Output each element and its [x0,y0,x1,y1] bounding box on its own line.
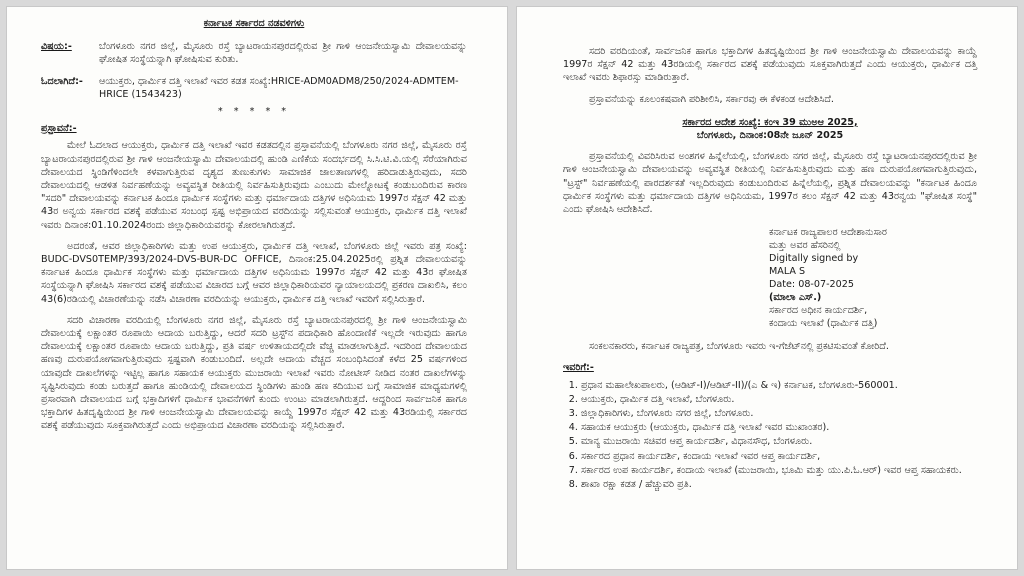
signature-line-governor: ಕರ್ನಾಟಕ ರಾಜ್ಯಪಾಲರ ಆದೇಶಾನುಸಾರ [769,227,888,239]
digital-signature-name: MALA S [769,266,806,278]
digital-signature-label: Digitally signed by [769,253,859,265]
preamble-paragraph-2: ಅದರಂತೆ, ಆವರ ಜಿಲ್ಲಾಧಿಕಾರಿಗಳು ಮತ್ತು ಉಪ ಆಯುಕ್ತರು, ಧಾರ್ಮಿಕ ದತ್ತಿ ಇಲಾಖೆ, ಬೆಂಗಳೂರು ಜಿಲ್ಲೆ ಇವರು ಪತ್ರ ಸಂಖ್ಯೆ: BUDC-DVS0TEMP/393/2024-DVS-BUR-DC OFFICE, ದಿನಾಂಕ:25.04.2025ರಲ್ಲಿ ಪ್ರಶ್ನಿತ ದೇವಾಲಯವನ್ನು ಕರ್ನಾಟಕ ಹಿಂದೂ ಧಾರ್ಮಿಕ ಸಂಸ್ಥೆಗಳು ಮತ್ತು ಧರ್ಮಾದಾಯ ದತ್ತಿಗಳ ಅಧಿನಿಯಮ 1997ರ ಸೆಕ್ಷನ್ 42 ಮತ್ತು 43ರ ಘೋಷಿತ ಸಂಸ್ಥೆಯನ್ನಾಗಿ ಘೋಷಿಸಿ ಸರ್ಕಾರದ ವಶಕ್ಕೆ ಪಡೆಯುವ ವಿಚಾರದ ಬಗ್ಗೆ ಆವರ ಜಿಲ್ಲಾಧಿಕಾರಿಯವರ ನ್ಯಾಯಾಲಯದಲ್ಲಿ ಪ್ರಕರಣ ದಾಖಲಿಸಿ, ಕಲಂ 43(6)ರಡಿಯಲ್ಲಿ ವಿಚಾರಣೆಯನ್ನು ನಡೆಸಿ ವಿಚಾರಣಾ ವರದಿಯನ್ನು ಆಯುಕ್ತರು, ಧಾರ್ಮಿಕ ದತ್ತಿ ಇಲಾಖೆ ಇವರಿಗೆ ಸಲ್ಲಿಸಿರುತ್ತಾರೆ. [41,240,467,305]
list-item: 4. ಸಹಾಯಕ ಆಯುಕ್ತರು (ಆಯುಕ್ತರು, ಧಾರ್ಮಿಕ ದತ್ತಿ ಇಲಾಖೆ ಇವರ ಮುಖಾಂತರ). [581,421,977,434]
reference-row [41,75,467,101]
signatory-name: (ಮಾಲಾ ಎಸ್.) [769,292,822,304]
reference-label: ಓದಲಾಗಿದೆ:- [41,75,83,87]
order-paragraph: ಪ್ರಸ್ತಾವನೆಯಲ್ಲಿ ವಿವರಿಸಿರುವ ಅಂಶಗಳ ಹಿನ್ನೆಲೆಯಲ್ಲಿ, ಬೆಂಗಳೂರು ನಗರ ಜಿಲ್ಲೆ, ಮೈಸೂರು ರಸ್ತೆ ಬ್ಯಾಟರಾಯನಪುರದಲ್ಲಿರುವ ಶ್ರೀ ಗಾಳಿ ಆಂಜನೇಯಸ್ವಾಮಿ ದೇವಾಲಯವನ್ನು ಅವ್ಯವಸ್ಥಿತ ರೀತಿಯಲ್ಲಿ ನಿರ್ವಹಿಸುತ್ತಿರುವುದು ಮತ್ತು ಹಣ ದುರುಪಯೋಗವಾಗುತ್ತಿರುವುದು, "ಟ್ರಸ್ಟ್" ನಿರ್ವಹಣೆಯಲ್ಲಿ ಪಾರದರ್ಶಕತೆ ಇಲ್ಲದಿರುವುದು ಕಂಡುಬಂದಿರುವ ಹಿನ್ನೆಲೆಯಲ್ಲಿ, ಪ್ರಶ್ನಿತ ದೇವಾಲಯವನ್ನು "ಕರ್ನಾಟಕ ಹಿಂದೂ ಧಾರ್ಮಿಕ ಸಂಸ್ಥೆಗಳು ಮತ್ತು ಧರ್ಮಾದಾಯ ದತ್ತಿಗಳ ಅಧಿನಿಯಮ, 1997ರ ಕಲಂ ಸೆಕ್ಷನ್ 42 ಮತ್ತು 43ರನ್ವಯ "ಘೋಷಿತ ಸಂಸ್ಥೆ" ಎಂದು ಘೋಷಿಸಿ ಆದೇಶಿಸಿದೆ. [563,151,977,216]
list-item: 1. ಪ್ರಧಾನ ಮಹಾಲೇಖಪಾಲರು, (ಆಡಿಟ್-I)/ಆಡಿಟ್-II)/(ಎ & ಇ) ಕರ್ನಾಟಕ, ಬೆಂಗಳೂರು-560001. [581,379,977,392]
cc-list [563,379,977,492]
signatory-department: ಕಂದಾಯ ಇಲಾಖೆ (ಧಾರ್ಮಿಕ ದತ್ತಿ) [769,318,878,330]
consideration-paragraph: ಪ್ರಸ್ತಾವನೆಯನ್ನು ಕೂಲಂಕಷವಾಗಿ ಪರಿಶೀಲಿಸಿ, ಸರ್ಕಾರವು ಈ ಕೆಳಕಂಡ ಆದೇಶಿಸಿದೆ. [589,93,834,105]
list-item: 3. ಜಿಲ್ಲಾಧಿಕಾರಿಗಳು, ಬೆಂಗಳೂರು ನಗರ ಜಿಲ್ಲೆ, ಬೆಂಗಳೂರು. [581,407,977,420]
separator-stars: * * * * * [217,106,291,118]
signature-block [769,226,977,330]
list-item: 2. ಆಯುಕ್ತರು, ಧಾರ್ಮಿಕ ದತ್ತಿ ಇಲಾಖೆ, ಬೆಂಗಳೂರು. [581,393,977,406]
subject-text: ಬೆಂಗಳೂರು ನಗರ ಜಿಲ್ಲೆ, ಮೈಸೂರು ರಸ್ತೆ ಬ್ಯಾಟರಾಯನಪುರದಲ್ಲಿರುವ ಶ್ರೀ ಗಾಳಿ ಆಂಜನೇಯಸ್ವಾಮಿ ದೇವಾಲಯವನ್ನು ಘೋಷಿತ ಸಂಸ್ಥೆಯನ್ನಾಗಿ ಘೋಷಿಸುವ ಕುರಿತು. [99,41,467,66]
preamble-label: ಪ್ರಸ್ತಾವನೆ:- [41,123,77,135]
list-item: 7. ಸರ್ಕಾರದ ಉಪ ಕಾರ್ಯದರ್ಶಿ, ಕಂದಾಯ ಇಲಾಖೆ (ಮುಜರಾಯಿ, ಭೂಮಿ ಮತ್ತು ಯು.ಪಿ.ಓ.ಆರ್) ಇವರ ಆಪ್ತ ಸಹಾಯಕರು. [581,464,977,477]
signatory-designation: ಸರ್ಕಾರದ ಅಧೀನ ಕಾರ್ಯದರ್ಶಿ, [769,305,868,317]
cc-label: ಇವರಿಗೆ:- [563,362,594,374]
list-item: 6. ಸರ್ಕಾರದ ಪ್ರಧಾನ ಕಾರ್ಯದರ್ಶಿ, ಕಂದಾಯ ಇಲಾಖೆ ಇವರ ಆಪ್ತ ಕಾರ್ಯದರ್ಶಿ, [581,450,977,463]
list-item: 5. ಮಾನ್ಯ ಮುಜರಾಯಿ ಸಚಿವರ ಆಪ್ತ ಕಾರ್ಯದರ್ಶಿ, ವಿಧಾನಸೌಧ, ಬೆಂಗಳೂರು. [581,435,977,448]
signature-line-name: ಮತ್ತು ಅವರ ಹೆಸರಿನಲ್ಲಿ [769,240,841,252]
document-header: ಕರ್ನಾಟಕ ಸರ್ಕಾರದ ನಡವಳಿಗಳು [203,18,305,29]
preamble-paragraph-3: ಸದರಿ ವಿಚಾರಣಾ ವರದಿಯಲ್ಲಿ ಬೆಂಗಳೂರು ನಗರ ಜಿಲ್ಲೆ, ಮೈಸೂರು ರಸ್ತೆ ಬ್ಯಾಟರಾಯನಪುರದಲ್ಲಿ ಶ್ರೀ ಗಾಳಿ ಆಂಜನೇಯಸ್ವಾಮಿ ದೇವಾಲಯಕ್ಕೆ ಲಕ್ಷಾಂತರ ರೂಪಾಯಿ ಆದಾಯ ಬರುತ್ತಿದ್ದು, ಆದರೆ ಸದರಿ ಟ್ರಸ್ಟ್‌ನ ಪದಾಧಿಕಾರಿ ಹೊಂದಾಣಿಕೆ ಇಲ್ಲದೇ ಇರುವುದು ಹಾಗೂ ದೇವಾಲಯಕ್ಕೆ ಲಕ್ಷಾಂತರ ರೂಪಾಯಿ ಆದಾಯ ಬರುತ್ತಿದ್ದು, ಪ್ರತಿ ವರ್ಷ ಉಳಿತಾಯದಲ್ಲಿದೇ ವೆಚ್ಚ ಮಾಡಲಾಗುತ್ತಿದೆ. ಇದರಿಂದ ದೇವಾಲಯದ ಹಣವು ದುರುಪಯೋಗವಾಗುತ್ತಿರುವುದು ಸ್ಪಷ್ಟವಾಗಿ ಕಂಡುಬಂದಿದೆ. ಅಲ್ಲದೇ ಆದಾಯ ವೆಚ್ಚದ ಸಂಬಂಧಿಸಿದಂತೆ ಕಳೆದ 25 ವರ್ಷಗಳಿಂದ ಯಾವುದೇ ದಾಖಲೆಗಳನ್ನು ಇಟ್ಟಿಲ್ಲ ಹಾಗೂ ಸಹಾಯಕ ಆಯುಕ್ತರು ಮುಜರಾಯಿ ಇಲಾಖೆ ಇವರು ನೋಟೀಸ್ ನೀಡಿದ ನಂತರ ದಾಖಲೆಗಳನ್ನು ಸೃಷ್ಟಿಸಿರುವುದು ಕಂಡು ಬರುತ್ತದೆ ಹಾಗೂ ಹುಂಡಿಯಲ್ಲಿ ದೇವಾಲಯದ ಸ್ಥಿಂಡಿಗಳು ಹುಂಡಿ ಹಣ ಕದಿಯುವ ಬಗ್ಗೆ ಸಾಮಾಜಿಕ ಮಾಧ್ಯಮಗಳಲ್ಲಿ ಪ್ರಸಾರವಾಗಿ ದೇವಾಲಯದ ಬಗ್ಗೆ ಭಕ್ತಾದಿಗಳಿಗೆ ಧಾರ್ಮಿಕ ಭಾವನೆಗಳಿಗೆ ಕುಂದು ಉಂಟು ಮಾಡಲಾಗಿರುತ್ತದೆ. ಆದ್ದರಿಂದ ಸಾರ್ವಜನಿಕ ಹಾಗೂ ಭಕ್ತಾದಿಗಳ ಹಿತದೃಷ್ಟಿಯಿಂದ ಶ್ರೀ ಗಾಳಿ ಆಂಜನೇಯಸ್ವಾಮಿ ದೇವಾಲಯವನ್ನು ಕಾಯ್ದೆ 1997ರ ಸೆಕ್ಷನ್ 42 ಮತ್ತು 43ರಡಿಯಲ್ಲಿ ಸರ್ಕಾರದ ವಶಕ್ಕೆ ಪಡೆಯುವುದು ಸೂಕ್ತವಾಗಿರುತ್ತದೆ ಎಂದು ಅಭಿಪ್ರಾಯದ ವಿಚಾರಣಾ ವರದಿಯನ್ನು ಸಲ್ಲಿಸಿರುತ್ತಾರೆ. [41,314,467,432]
gazette-paragraph: ಸಂಕಲನಕಾರರು, ಕರ್ನಾಟಕ ರಾಜ್ಯಪತ್ರ, ಬೆಂಗಳೂರು ಇವರು ಇ-ಗೆಜೆಟ್‌ನಲ್ಲಿ ಪ್ರಕಟಿಸುವಂತೆ ಕೋರಿದೆ. [589,341,889,353]
digital-signature-date: Date: 08-07-2025 [769,279,854,291]
report-paragraph: ಸದರಿ ವರದಿಯಂತೆ, ಸಾರ್ವಜನಿಕ ಹಾಗೂ ಭಕ್ತಾದಿಗಳ ಹಿತದೃಷ್ಟಿಯಿಂದ ಶ್ರೀ ಗಾಳಿ ಆಂಜನೇಯಸ್ವಾಮಿ ದೇವಾಲಯವನ್ನು ಕಾಯ್ದೆ 1997ರ ಸೆಕ್ಷನ್ 42 ಮತ್ತು 43ರಡಿಯಲ್ಲಿ ಸರ್ಕಾರದ ವಶಕ್ಕೆ ಪಡೆಯುವುದು ಸೂಕ್ತವಾಗಿರುತ್ತದೆ ಎಂದು ಆಯುಕ್ತರು, ಧಾರ್ಮಿಕ ದತ್ತಿ ಇಲಾಖೆ ಇವರು ಶಿಫಾರಸ್ಸು ಮಾಡಿರುತ್ತಾರೆ. [563,46,977,84]
reference-text: ಆಯುಕ್ತರು, ಧಾರ್ಮಿಕ ದತ್ತಿ ಇಲಾಖೆ ಇವರ ಕಡತ ಸಂಖ್ಯೆ:HRICE-ADM0ADM8/250/2024-ADMTEM-HRICE (1543423) [99,75,459,100]
subject-row [41,40,467,66]
document-page-left [6,6,508,570]
order-number: ಸರ್ಕಾರದ ಆದೇಶ ಸಂಖ್ಯೆ: ಕಂಇ 39 ಮುಅಆ 2025, [682,116,858,128]
document-page-right [516,6,1018,570]
list-item: 8. ಶಾಖಾ ರಕ್ಷಾ ಕಡತ / ಹೆಚ್ಚುವರಿ ಪ್ರತಿ. [581,478,977,491]
subject-label: ವಿಷಯ:- [41,41,72,53]
order-place-date: ಬೆಂಗಳೂರು, ದಿನಾಂಕ:08ನೇ ಜೂನ್ 2025 [696,130,844,142]
preamble-paragraph-1: ಮೇಲೆ ಓದಲಾದ ಆಯುಕ್ತರು, ಧಾರ್ಮಿಕ ದತ್ತಿ ಇಲಾಖೆ ಇವರ ಕಡತದಲ್ಲಿನ ಪ್ರಸ್ತಾವನೆಯಲ್ಲಿ ಬೆಂಗಳೂರು ನಗರ ಜಿಲ್ಲೆ, ಮೈಸೂರು ರಸ್ತೆ ಬ್ಯಾಟರಾಯನಪುರದಲ್ಲಿರುವ ಶ್ರೀ ಗಾಳಿ ಆಂಜನೇಯಸ್ವಾಮಿ ದೇವಾಲಯದಲ್ಲಿ ಹುಂಡಿ ಎಣಿಕೆಯ ಸಂದರ್ಭದಲ್ಲಿ ಸಿ.ಸಿ.ಟಿ.ವಿ.ಯಲ್ಲಿ ಸೆರೆಯಾಗಿರುವ ದೇವಾಲಯದ ಸ್ಥಿಂಡಿಗೆಳಿಂದಲೇ ಕಳವಾಗುತ್ತಿರುವ ದೃಶ್ಯದ ತುಣುಕುಗಳು ಸಾಮಾಜಿಕ ಜಾಲತಾಣಗಳಲ್ಲಿ ಹರಿದಾಡುತ್ತಿರುವುದು, ಸದರಿ ದೇವಾಲಯದಲ್ಲಿ ಆಡಳಿತ ನಿರ್ವಹಣೆಯನ್ನು ಅವ್ಯವಸ್ಥಿತ ರೀತಿಯಲ್ಲಿ ನಿರ್ವಹಿಸುತ್ತಿರುವುದು ಎಂಬುದು ಮೇಲ್ನೋಟಕ್ಕೆ ಕಂಡುಬಂದಿರುವ ಕಾರಣ "ಸದರಿ" ದೇವಾಲಯವನ್ನು ಕರ್ನಾಟಕ ಹಿಂದೂ ಧಾರ್ಮಿಕ ಸಂಸ್ಥೆಗಳು ಮತ್ತು ಧರ್ಮಾದಾಯ ದತ್ತಿಗಳ ಅಧಿನಿಯಮ 1997ರ ಸೆಕ್ಷನ್ 42 ಮತ್ತು 43ರ ಅನ್ವಯ ಸರ್ಕಾರದ ವಶಕ್ಕೆ ಪಡೆಯುವ ಸಂಬಂಧ ಸ್ಪಷ್ಟ ಅಭಿಪ್ರಾಯದ ವರದಿಯನ್ನು ಸಲ್ಲಿಸುವಂತೆ ಆಯುಕ್ತರು, ಧಾರ್ಮಿಕ ದತ್ತಿ ಇಲಾಖೆ ಇವರು ದಿನಾಂಕ:01.10.2024ರಂದು ಜಿಲ್ಲಾಧಿಕಾರಿಯವರನ್ನು ಕೋರಲಾಗಿರುತ್ತದೆ. [41,140,467,231]
